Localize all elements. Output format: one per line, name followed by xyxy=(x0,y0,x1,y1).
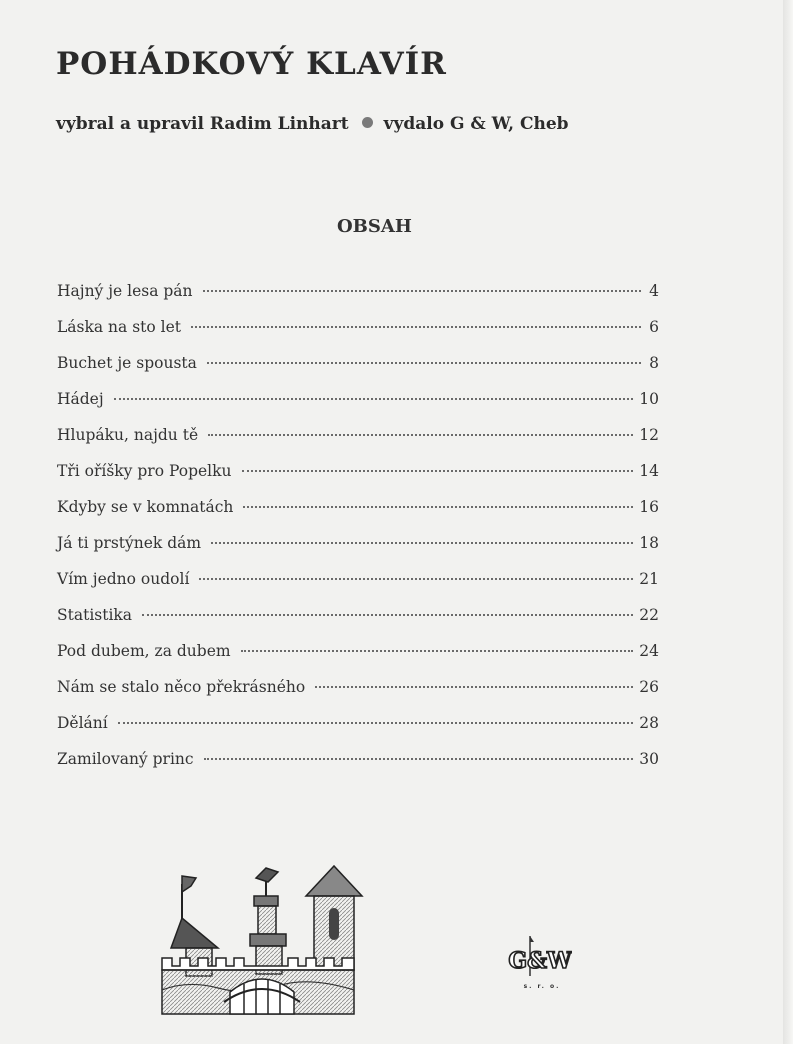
bullet-separator xyxy=(362,117,373,128)
table-of-contents xyxy=(57,282,659,786)
toc-entry xyxy=(57,282,659,318)
toc-entry-title: Tři oříšky pro Popelku xyxy=(57,462,232,480)
toc-entry-page: 24 xyxy=(639,642,659,660)
toc-entry-title: Hádej xyxy=(57,390,104,408)
toc-entry-title: Dělání xyxy=(57,714,108,732)
page-edge xyxy=(783,0,793,1044)
toc-entry xyxy=(57,606,659,642)
toc-entry xyxy=(57,642,659,678)
toc-entry-page: 4 xyxy=(649,282,659,300)
toc-entry-page: 6 xyxy=(649,318,659,336)
toc-entry-title: Láska na sto let xyxy=(57,318,181,336)
toc-entry-page: 18 xyxy=(639,534,659,552)
toc-entry xyxy=(57,354,659,390)
toc-entry xyxy=(57,498,659,534)
toc-entry-page: 12 xyxy=(639,426,659,444)
dot-leader xyxy=(114,398,634,400)
toc-entry-page: 26 xyxy=(639,678,659,696)
toc-entry-title: Kdyby se v komnatách xyxy=(57,498,234,516)
toc-entry xyxy=(57,750,659,786)
toc-entry xyxy=(57,462,659,498)
dot-leader xyxy=(191,326,641,328)
toc-heading: OBSAH xyxy=(337,216,412,237)
dot-leader xyxy=(207,362,641,364)
dot-leader xyxy=(203,290,641,292)
castle-illustration xyxy=(158,862,364,1022)
toc-entry-title: Hajný je lesa pán xyxy=(57,282,193,300)
dot-leader xyxy=(243,506,633,508)
toc-entry-title: Pod dubem, za dubem xyxy=(57,642,231,660)
toc-entry xyxy=(57,390,659,426)
publisher-logo xyxy=(508,932,572,994)
toc-entry-page: 14 xyxy=(639,462,659,480)
toc-entry-title: Vím jedno oudolí xyxy=(57,570,190,588)
dot-leader xyxy=(204,758,634,760)
dot-leader xyxy=(315,686,633,688)
toc-entry-page: 8 xyxy=(649,354,659,372)
editor-credit: vybral a upravil Radim Linhart xyxy=(56,114,349,134)
toc-entry-page: 22 xyxy=(639,606,659,624)
toc-entry-title: Já ti prstýnek dám xyxy=(57,534,202,552)
toc-entry-page: 16 xyxy=(639,498,659,516)
dot-leader xyxy=(142,614,633,616)
toc-entry xyxy=(57,426,659,462)
dot-leader xyxy=(211,542,633,544)
logo-mark: G&W xyxy=(508,948,572,974)
toc-entry xyxy=(57,714,659,750)
toc-entry-page: 10 xyxy=(639,390,659,408)
logo-caption: s. r. o. xyxy=(523,983,561,990)
byline xyxy=(56,114,569,134)
toc-entry-title: Buchet je spousta xyxy=(57,354,197,372)
dot-leader xyxy=(118,722,634,724)
dot-leader xyxy=(242,470,634,472)
book-title: POHÁDKOVÝ KLAVÍR xyxy=(56,46,447,82)
toc-entry-title: Hlupáku, najdu tě xyxy=(57,426,199,444)
toc-entry xyxy=(57,318,659,354)
toc-entry xyxy=(57,534,659,570)
publisher-credit: vydalo G & W, Cheb xyxy=(383,114,569,134)
toc-entry-title: Nám se stalo něco překrásného xyxy=(57,678,306,696)
dot-leader xyxy=(208,434,633,436)
toc-entry-page: 21 xyxy=(639,570,659,588)
toc-entry-page: 30 xyxy=(639,750,659,768)
dot-leader xyxy=(199,578,633,580)
dot-leader xyxy=(241,650,634,652)
toc-entry xyxy=(57,678,659,714)
toc-entry-title: Zamilovaný princ xyxy=(57,750,194,768)
toc-entry xyxy=(57,570,659,606)
toc-entry-title: Statistika xyxy=(57,606,133,624)
toc-entry-page: 28 xyxy=(639,714,659,732)
